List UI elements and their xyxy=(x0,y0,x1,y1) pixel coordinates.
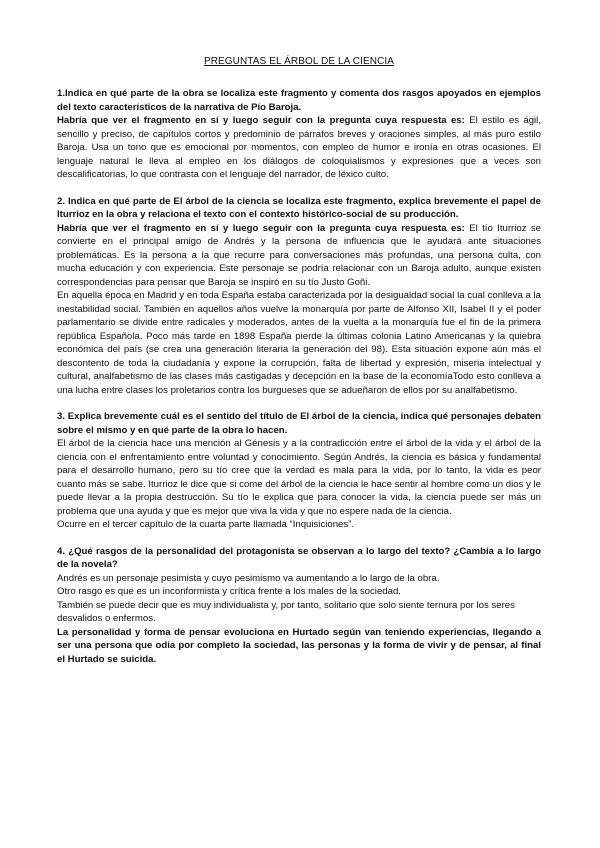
question-2-section xyxy=(57,195,541,398)
question-3-text: 3. Explica brevemente cuál es el sentido del título de El árbol de la ciencia, indica qué personajes debaten sobre el mismo y en qué parte de la obra lo hacen. xyxy=(57,411,541,436)
answer-2-lead: Habría que ver el fragmento en sí y luego seguir con la pregunta cuya respuesta es: xyxy=(57,222,465,234)
answer-2-text xyxy=(57,222,541,290)
answer-1-text xyxy=(57,114,541,182)
document-body xyxy=(57,56,541,679)
answer-1-body: El estilo es ágil, sencillo y preciso, de capítulos cortos y predominio de párrafos breves y oraciones simples, al más puro estilo Baroja. Usa un tono que es emocional por momentos, con empleo de humor e ironía en otras ocasiones. El lenguaje natural le lleva al empleo en los diálogos de coloquialismos y expresiones que a veces son descalificatorias, lo que contrasta con el lenguaje del narrador, de léxico culto. xyxy=(57,115,541,180)
answer-4-line-3: También se puede decir que es muy individualista y, por tanto, solitario que solo siente ternura por los seres desvalidos o enfermos. xyxy=(57,599,515,624)
answer-3-text: El árbol de la ciencia hace una mención al Génesis y a la contradicción entre el árbol de la vida y el árbol de la ciencia con el enfrentamiento entre voluntad y conocimiento. Según Andrés, la ciencia es básica y fundamental para el desarrollo humano, pero su tío cree que la verdad es mala para la vida, por lo tanto, la vida es peor cuanto más se sabe. Iturrioz le dice que si come del árbol de la ciencia le hace sentir al hombre como un dios y le puede llevar a la propia destrucción. Su tío le explica que para conocer la vida, la ciencia puede ser más un problema que una ayuda y que es mejor que viva la vida y que no espere nada de la ciencia. xyxy=(57,438,541,517)
answer-2-context-paragraph: En aquella época en Madrid y en toda España estaba caracterizada por la desigualdad social la cual conlleva a la inestabilidad social. También en aquellos años vuelve la monarquía por parte de Alfonso XII, Isabel II y el poder parlamentario se divide entre radicales y moderados, antes de la vuelta a la monarquía fue el fin de la primera república Española. Poco más tarde en 1898 España pierde la últimas colonia Latino Americanas y la quiebra económica del país (se crea una generación literaria la generación del 98). Esta situación expone aún más el descontento de toda la ciudadanía y expone la corrupción, falta de libertad y expresión, miseria intelectual y cultural, analfabetismo de las clases más castigadas y decepción en la base de la economíaTodo esto conlleva a una lucha entre clases los proletarios contra los burgueses que se adueñaron de ellos por su analfabetismo. xyxy=(57,290,541,396)
question-1-text: 1.Indica en qué parte de la obra se localiza este fragmento y comenta dos rasgos apoyados en ejemplos del texto característicos de la narrativa de Pío Baroja. xyxy=(57,88,541,113)
page-title: PREGUNTAS EL ÁRBOL DE LA CIENCIA xyxy=(203,56,395,67)
question-2-text: 2. Indica en qué parte de El árbol de la ciencia se localiza este fragmento, explica brevemente el papel de Iturrioz en la obra y relaciona el texto con el contexto histórico-social de su producción. xyxy=(57,195,541,220)
answer-1-lead: Habría que ver el fragmento en sí y luego seguir con la pregunta cuya respuesta es: xyxy=(57,115,465,126)
answer-2-body: El tío Iturrioz se convierte en el principal amigo de Andrés y la persona de influencia que le ayudará ante situaciones problemáticas. Es la persona a la que recurre para conversaciones más profundas, una persona culta, con mucha educación y con experiencia. Este personaje se podría relacionar con un Baroja adulto, aunque existen correspondencias para pensar que Baroja se inspiró en su tío Justo Goñi. xyxy=(57,222,541,288)
question-4-section xyxy=(57,545,541,667)
answer-4-line-4: La personalidad y forma de pensar evoluciona en Hurtado según van teniendo experiencias, llegando a ser una persona que odia por completo la sociedad, las personas y la forma de vivir y de pensar, al final el Hurtado se suicida. xyxy=(57,626,541,665)
question-4-text: 4. ¿Qué rasgos de la personalidad del protagonista se observan a lo largo del texto? ¿Cambia a lo largo de la novela? xyxy=(57,545,541,570)
question-1-section xyxy=(57,87,541,182)
question-3-section xyxy=(57,410,541,532)
answer-4-line-2: Otro rasgo es que es un inconformista y crítica frente a los males de la sociedad. xyxy=(57,586,401,597)
answer-3-location: Ocurre en el tercer capítulo de la cuarta parte llamada “Inquisiciones”. xyxy=(57,519,355,530)
answer-4-line-1: Andrés es un personaje pesimista y cuyo pesimismo va aumentando a lo largo de la obra. xyxy=(57,572,440,584)
